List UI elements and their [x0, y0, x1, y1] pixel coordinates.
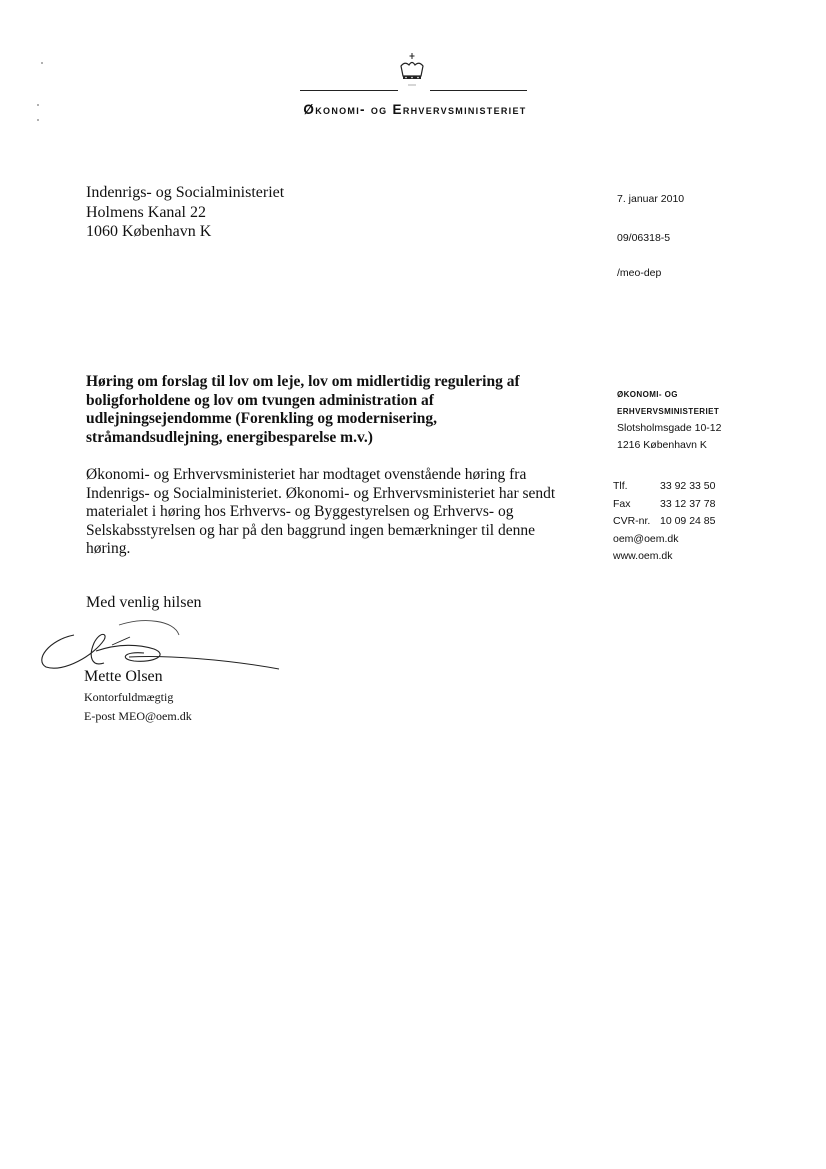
sender-block [617, 386, 721, 454]
fax-label: Fax [613, 497, 631, 510]
reference-number: 09/06318-5 [617, 232, 671, 244]
scan-speck [41, 62, 43, 64]
scan-speck [37, 119, 39, 121]
ministry-name: Økonomi- og Erhvervsministeriet [303, 102, 527, 117]
sender-city: 1216 København K [617, 439, 707, 451]
case-initials: /meo-dep [617, 267, 662, 279]
fax-number: 33 12 37 78 [660, 497, 716, 510]
sender-name-line2: ERHVERVSMINISTERIET [617, 407, 720, 416]
sender-name-line1: ØKONOMI- OG [617, 390, 678, 399]
addressee-city: 1060 København K [86, 223, 212, 240]
sender-street: Slotsholmsgade 10-12 [617, 422, 722, 434]
crown-icon [397, 52, 427, 88]
phone-label: Tlf. [613, 480, 628, 492]
letter-body: Økonomi- og Erhvervsministeriet har modtaget ovenstående høring fra Indenrigs- og Socialministeriet. Økonomi- og Erhvervsministeriet har sendt materialet i høring hos Erhvervs- og Byggestyrelsen og Erhvervs- og Selskabsstyrelsen og har på den baggrund ingen bemærkninger til denne høring. [86, 466, 556, 557]
signer-name: Mette Olsen [84, 668, 163, 685]
signer-title: Kontorfuldmægtig [84, 690, 174, 704]
addressee-name: Indenrigs- og Socialministeriet [86, 184, 285, 201]
phone-row [613, 478, 715, 496]
addressee-street: Holmens Kanal 22 [86, 203, 206, 221]
cvr-number: 10 09 24 85 [660, 515, 716, 527]
contact-block [613, 478, 715, 566]
signer-email: E-post MEO@oem.dk [84, 709, 192, 723]
letterhead-rule-left [300, 90, 398, 91]
scan-speck [37, 104, 39, 106]
phone-number: 33 92 33 50 [660, 480, 716, 492]
email-address: oem@oem.dk [613, 532, 679, 545]
letter-date: 7. januar 2010 [617, 193, 685, 205]
website: www.oem.dk [613, 550, 673, 562]
letterhead-rule-right [430, 90, 527, 91]
cvr-label: CVR-nr. [613, 515, 651, 527]
cvr-row [613, 513, 715, 531]
addressee-block [86, 183, 284, 242]
subject-heading: Høring om forslag til lov om leje, lov om midlertidig regulering af boligforholdene og lov om tvungen administration af udlejningsejendomme (Forenkling og modernisering, stråmandsudlejning, energibesparelse m.v.) [86, 373, 520, 446]
closing-greeting: Med venlig hilsen [86, 594, 202, 611]
fax-row [613, 496, 715, 514]
